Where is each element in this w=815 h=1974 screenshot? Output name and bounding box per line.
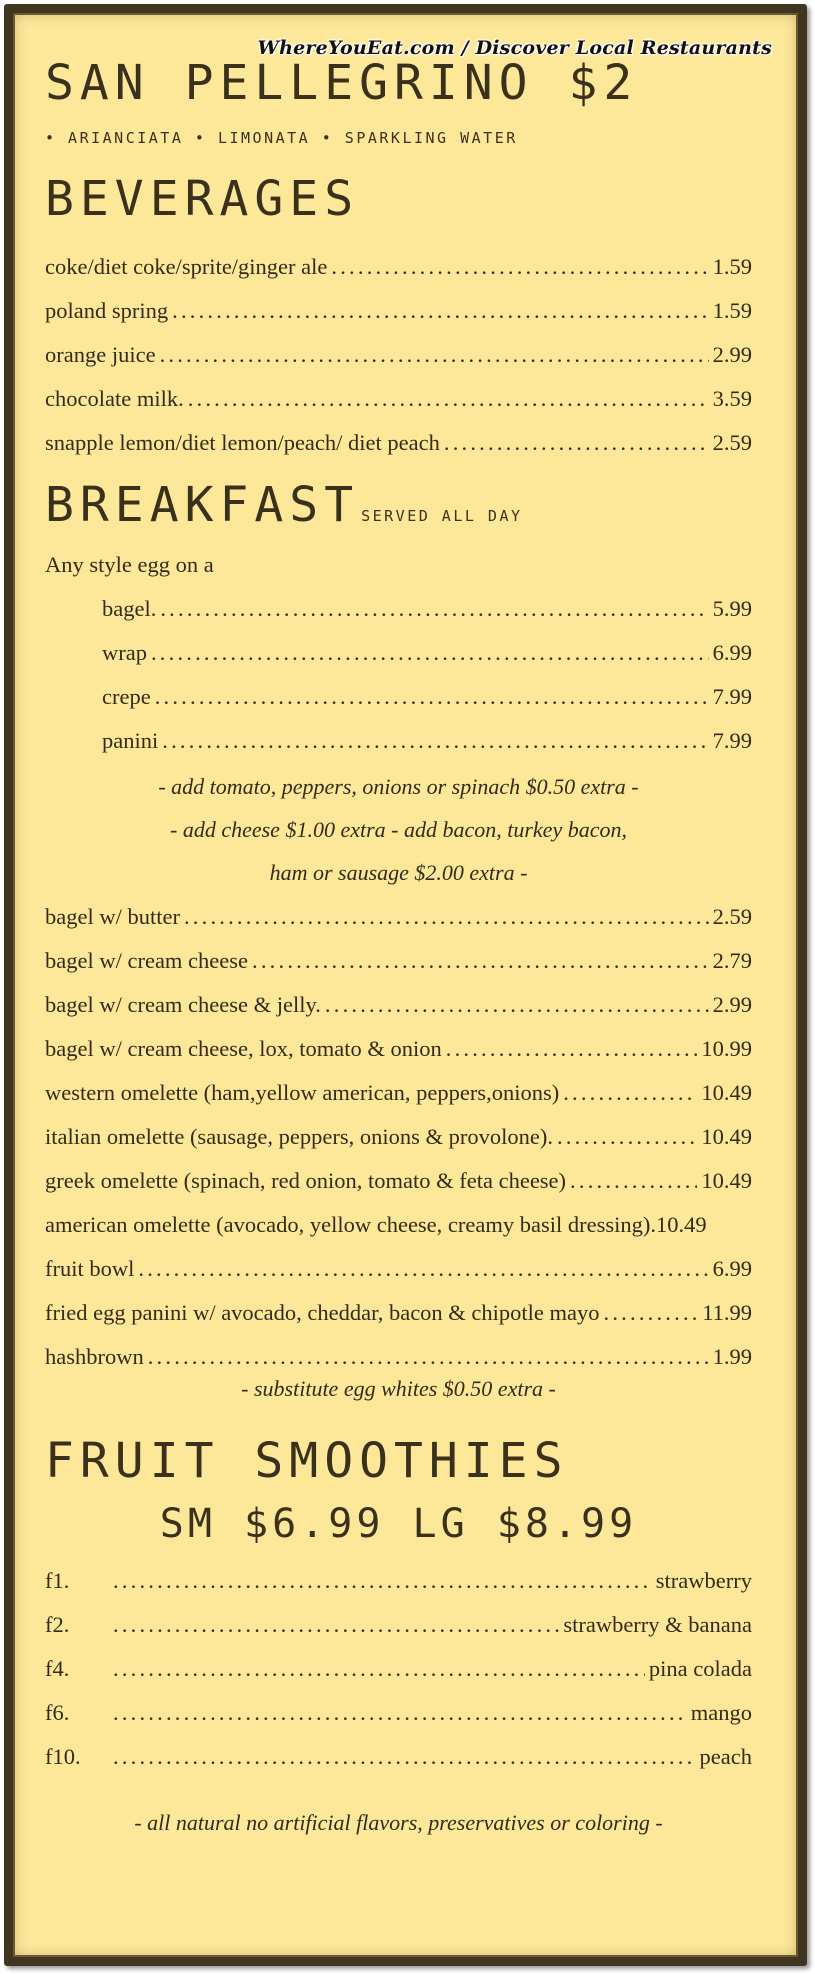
smoothies-sizes: SM $6.99 LG $8.99: [159, 1501, 638, 1547]
breakfast-eggs: [45, 543, 752, 763]
smoothie-item: f6. ..... mango: [45, 1691, 752, 1735]
smoothie-item: f1. ..... strawberry: [45, 1559, 752, 1603]
beverages-list: [45, 245, 752, 465]
breakfast-item: italian omelette (sausage, peppers, onions & provolone). ..... 10.49: [45, 1115, 752, 1159]
smoothies-title: FRUIT SMOOTHIES: [45, 1433, 569, 1489]
beverages-title: BEVERAGES: [45, 171, 360, 227]
breakfast-item: bagel w/ cream cheese & jelly. ..... 2.99: [45, 983, 752, 1027]
breakfast-item: greek omelette (spinach, red onion, tomato & feta cheese) ..... 10.49: [45, 1159, 752, 1203]
egg-item: panini ..... 7.99: [45, 719, 752, 763]
breakfast-item: american omelette (avocado, yellow cheese, creamy basil dressing). 10.49: [45, 1212, 707, 1237]
pellegrino-title: SAN PELLEGRINO $2: [45, 55, 639, 111]
breakfast-item: bagel w/ butter ..... 2.59: [45, 895, 752, 939]
extras-note: - add cheese $1.00 extra - add bacon, turkey bacon,: [170, 817, 627, 842]
breakfast-item: bagel w/ cream cheese, lox, tomato & onion ..... 10.99: [45, 1027, 752, 1071]
smoothie-item: f10. ..... peach: [45, 1735, 752, 1779]
breakfast-subtitle: SERVED ALL DAY: [361, 507, 523, 525]
beverage-item: coke/diet coke/sprite/ginger ale ..... 1.59: [45, 245, 752, 289]
menu-page: [4, 4, 807, 1966]
extras-note: ham or sausage $2.00 extra -: [269, 860, 528, 885]
extras-note: - add tomato, peppers, onions or spinach $0.50 extra -: [158, 774, 639, 799]
watermark: WhereYouEat.com / Discover Local Restaurants: [257, 37, 772, 59]
breakfast-item: fruit bowl ..... 6.99: [45, 1247, 752, 1291]
beverage-item: chocolate milk. ..... 3.59: [45, 377, 752, 421]
egg-intro: Any style egg on a: [45, 552, 214, 577]
smoothie-item: f4. ..... pina colada: [45, 1647, 752, 1691]
smoothies-list: [45, 1559, 752, 1779]
breakfast-item: fried egg panini w/ avocado, cheddar, bacon & chipotle mayo ..... 11.99: [45, 1291, 752, 1335]
breakfast-title: BREAKFAST SERVED ALL DAY: [45, 477, 523, 533]
extras-notes: [45, 765, 752, 894]
beverage-item: orange juice ..... 2.99: [45, 333, 752, 377]
breakfast-item: hashbrown ..... 1.99: [45, 1335, 752, 1379]
breakfast-item: western omelette (ham,yellow american, peppers,onions) ..... 10.49: [45, 1071, 752, 1115]
beverage-item: snapple lemon/diet lemon/peach/ diet peach ..... 2.59: [45, 421, 752, 465]
smoothie-item: f2. ..... strawberry & banana: [45, 1603, 752, 1647]
breakfast-item: bagel w/ cream cheese ..... 2.79: [45, 939, 752, 983]
beverage-item: poland spring ..... 1.59: [45, 289, 752, 333]
egg-item: wrap ..... 6.99: [45, 631, 752, 675]
egg-item: bagel. ..... 5.99: [45, 587, 752, 631]
egg-whites-note: - substitute egg whites $0.50 extra -: [241, 1376, 556, 1401]
breakfast-list: [45, 895, 752, 1379]
egg-item: crepe ..... 7.99: [45, 675, 752, 719]
smoothies-note: - all natural no artificial flavors, preservatives or coloring -: [134, 1810, 663, 1835]
pellegrino-subtitle: • ARIANCIATA • LIMONATA • SPARKLING WATER: [45, 129, 518, 147]
